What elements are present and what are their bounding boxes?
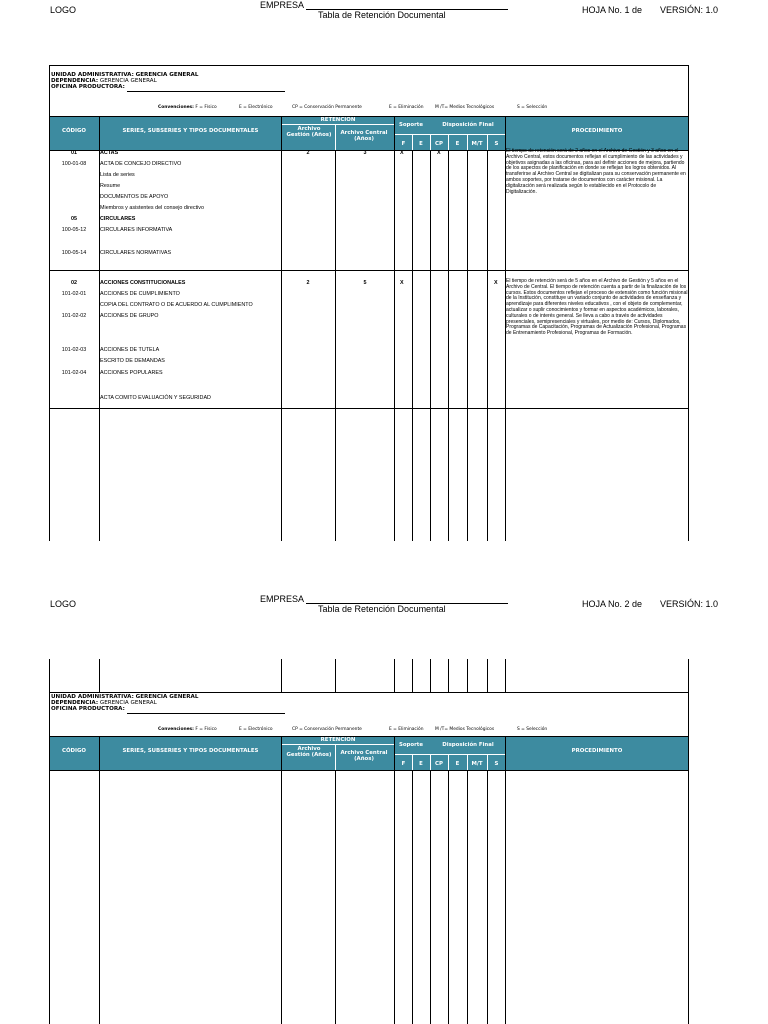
conv-s: S = Selección <box>517 727 548 732</box>
col-soporte-header: Soporte <box>398 122 424 128</box>
unidad-label: UNIDAD ADMINISTRATIVA: <box>51 694 134 700</box>
item-name: ACTA DE CONCEJO DIRECTIVO <box>100 161 182 167</box>
dependencia-value: GERENCIA GENERAL <box>99 78 157 84</box>
oficina-label: OFICINA PRODUCTORA: <box>51 706 125 712</box>
col-retencion-header: RETENCIÓN <box>320 117 356 123</box>
col-series-header: SERIES, SUBSERIES Y TIPOS DOCUMENTALES <box>122 748 259 754</box>
item-code: 101-02-02 <box>61 313 87 319</box>
logo-label: LOGO <box>50 5 77 15</box>
col-gestion-header: Archivo Gestión (Años) <box>286 746 332 758</box>
subseries-name: CIRCULARES <box>100 216 136 222</box>
item-code: 101-02-03 <box>61 347 87 353</box>
conv-mt: M /T= Medios Tecnológicos <box>435 727 495 732</box>
col-series-header: SERIES, SUBSERIES Y TIPOS DOCUMENTALES <box>122 128 259 134</box>
item-code: 100-01-08 <box>61 161 87 167</box>
conv-cp: CP = Conservación Permanente <box>292 727 362 732</box>
col-s-header: S <box>494 141 499 147</box>
conventions-label: Convenciones: <box>158 727 194 732</box>
col-mt-header: M/T <box>471 141 483 147</box>
item-name: ACTA COMITO EVALUACIÓN Y SEGURIDAD <box>100 395 211 401</box>
document-title: Tabla de Retención Documental <box>318 604 446 614</box>
conv-f: F = Físico <box>195 727 217 732</box>
conv-f: F = Físico <box>195 105 217 110</box>
oficina-field-line <box>127 84 285 92</box>
dependencia-value: GERENCIA GENERAL <box>99 700 157 706</box>
procedimiento-text: El tiempo de retención será de 5 años en el Archivo de Gestión y 5 años en el Archivo de Central. El tiempo de retención cuenta a partir de la finalización de los cursos. Estos documentos reflejan el proceso de extensión como función misional de la Institución, constituye un variado conjunto de actividades de enseñanza y aprendizaje para diferentes niveles educativos , con el objeto de complementar, actualizar o suplir conocimientos y formar en aspectos académicos, laborales, culturales o de interés general. Se lleva a cabo a través de actividades presenciales, semipresenciales y virtuales, por medio de: Cursos, Diplomados, Programas de Capacitación, Programas de Actualización Profesional, Programas de Entrenamiento Profesional, Programas de Formación. <box>506 278 688 337</box>
oficina-field-line <box>127 706 285 714</box>
item-code: 100-05-12 <box>61 227 87 233</box>
conv-e: E = Electrónico <box>239 727 273 732</box>
item-name: ACCIONES DE TUTELA <box>100 347 160 353</box>
page2-table-header <box>50 736 688 770</box>
item-name: CIRCULARES INFORMATIVA <box>100 227 173 233</box>
item-name: ACCIONES DE GRUPO <box>100 313 159 319</box>
row-code: 02 <box>71 280 77 286</box>
col-f-header: F <box>401 141 406 147</box>
col-mt-header: M/T <box>471 761 483 767</box>
conv-s: S = Selección <box>517 105 548 110</box>
logo-label: LOGO <box>50 599 77 609</box>
col-e-header: E <box>419 761 423 767</box>
conventions-label: Convenciones: <box>158 105 194 110</box>
col-procedimiento-header: PROCEDIMIENTO <box>571 128 623 134</box>
page2-header <box>0 594 768 624</box>
page1-header <box>0 0 768 30</box>
row-code: 01 <box>71 150 77 156</box>
mark-cp: X <box>437 150 441 156</box>
col-e2-header: E <box>455 761 460 767</box>
conv-e: E = Electrónico <box>239 105 273 110</box>
conv-mt: M /T= Medios Tecnológicos <box>435 105 495 110</box>
col-procedimiento-header: PROCEDIMIENTO <box>571 748 623 754</box>
col-cp-header: CP <box>435 141 443 147</box>
col-e2-header: E <box>455 141 460 147</box>
version-label: VERSIÓN: 1.0 <box>660 599 719 609</box>
dependencia-label: DEPENDENCIA: <box>51 78 99 84</box>
col-disposicion-header: Disposición Final <box>442 742 494 748</box>
conv-el: E = Eliminación <box>389 727 424 732</box>
col-f-header: F <box>401 761 406 767</box>
col-s-header: S <box>494 761 499 767</box>
col-soporte-header: Soporte <box>398 742 424 748</box>
item-name: Miembros y asistentes del consejo directivo <box>100 205 204 211</box>
item-name: ACCIONES POPULARES <box>100 370 163 376</box>
item-name: ACCIONES DE CUMPLIMIENTO <box>100 291 180 297</box>
col-central-header: Archivo Central (Años) <box>340 750 388 762</box>
subseries-code: 05 <box>71 216 77 222</box>
col-central-header: Archivo Central (Años) <box>340 130 388 142</box>
item-code: 101-02-04 <box>61 370 87 376</box>
conv-el: E = Eliminación <box>389 105 424 110</box>
page-number: HOJA No. 1 de <box>582 5 643 15</box>
item-name: COPIA DEL CONTRATO O DE ACUERDO AL CUMPLIMIENTO <box>100 302 253 308</box>
document-title: Tabla de Retención Documental <box>318 10 446 20</box>
col-gestion-header: Archivo Gestión (Años) <box>286 126 332 138</box>
item-name: Resume <box>100 183 121 189</box>
procedimiento-text: El tiempo de retención será de 2 años en el Archivo de Gestión y 3 años en el Archivo Central, estos documentos reflejan el cumplimiento de las actividades y objetivos asignadas a las oficinas, para así definir acciones de mejora, partiendo de los aspectos de planificación en donde se reflejan los logros obtenidos. Al transferirse al Archivo Central se digitalizan para su conservación permanente en ambos soportes, por tratarse de documentos con carácter misional. La digitalización será realizada según lo establecido en el Protocolo de Digitalización. <box>506 148 686 195</box>
dependencia-label: DEPENDENCIA: <box>51 700 99 706</box>
page2-meta <box>50 692 681 714</box>
mark-f: X <box>400 150 404 156</box>
retention-gestion: 2 <box>306 150 310 156</box>
item-code: 100-05-14 <box>61 250 87 256</box>
item-name: DOCUMENTOS DE APOYO <box>100 194 169 200</box>
retention-central: 3 <box>363 150 367 156</box>
item-name: Lista de series <box>100 172 135 178</box>
col-disposicion-header: Disposición Final <box>442 122 494 128</box>
col-codigo-header: CÓDIGO <box>61 128 87 134</box>
empresa-label: EMPRESA <box>260 594 305 604</box>
unidad-label: UNIDAD ADMINISTRATIVA: <box>51 72 134 78</box>
page1-meta <box>50 70 681 92</box>
empresa-label: EMPRESA <box>260 0 305 10</box>
mark-s: X <box>494 280 498 286</box>
series-name: ACTAS <box>100 150 119 156</box>
oficina-label: OFICINA PRODUCTORA: <box>51 84 125 90</box>
retention-gestion: 2 <box>306 280 310 286</box>
mark-f: X <box>400 280 404 286</box>
unidad-value: GERENCIA GENERAL <box>135 72 199 78</box>
item-name: ESCRITO DE DEMANDAS <box>100 358 165 364</box>
col-e-header: E <box>419 141 423 147</box>
col-retencion-header: RETENCIÓN <box>320 737 356 743</box>
col-cp-header: CP <box>435 761 443 767</box>
item-code: 101-02-01 <box>61 291 87 297</box>
series-name: ACCIONES CONSTITUCIONALES <box>100 280 186 286</box>
page1-table-header <box>50 116 688 150</box>
page-number: HOJA No. 2 de <box>582 599 643 609</box>
version-label: VERSIÓN: 1.0 <box>660 5 719 15</box>
item-name: CIRCULARES NORMATIVAS <box>100 250 172 256</box>
col-codigo-header: CÓDIGO <box>61 748 87 754</box>
unidad-value: GERENCIA GENERAL <box>135 694 199 700</box>
conv-cp: CP = Conservación Permanente <box>292 105 362 110</box>
retention-central: 5 <box>363 280 367 286</box>
